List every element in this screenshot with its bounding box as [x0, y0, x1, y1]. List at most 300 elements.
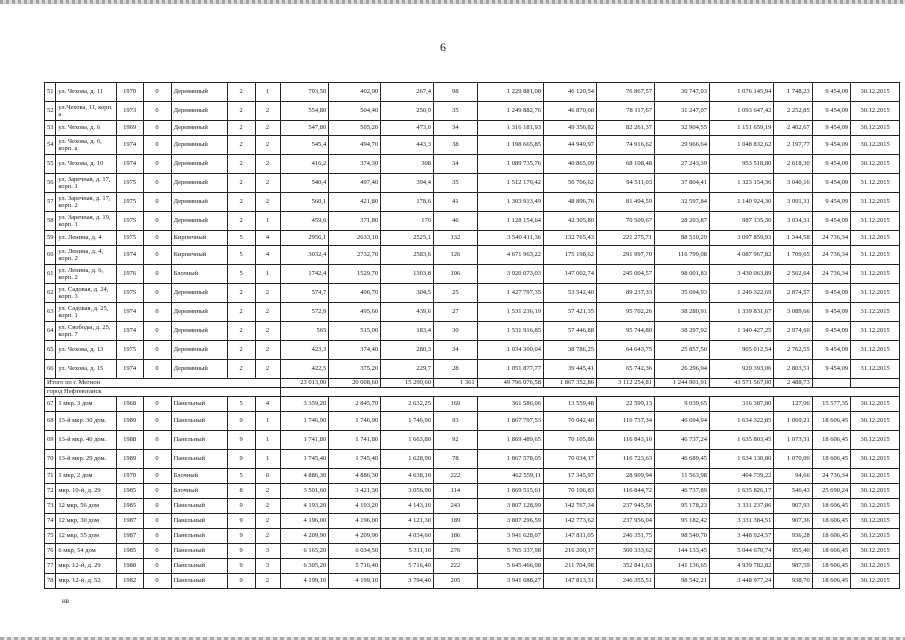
table-cell: 116 737,34 — [596, 412, 654, 431]
table-cell: 34 — [434, 121, 478, 136]
table-row — [45, 431, 900, 450]
table-cell: 1 635 803,45 — [710, 431, 774, 450]
subtotal-cell: 23 013,00 — [280, 379, 329, 388]
table-cell: 1 745,40 — [329, 450, 381, 469]
table-cell: 1 249 322,69 — [710, 284, 774, 303]
table-cell: 78 — [45, 574, 56, 589]
table-cell: 9 454,09 — [812, 360, 850, 379]
table-cell: 572,9 — [280, 303, 329, 322]
table-cell: 24 736,34 — [812, 469, 850, 484]
table-cell: 106 — [434, 265, 478, 284]
table-row — [45, 193, 900, 212]
table-cell: 0 — [143, 83, 171, 102]
table-cell: 2956,1 — [280, 231, 329, 246]
table-row — [45, 303, 900, 322]
table-cell: 1975 — [116, 212, 143, 231]
table-cell: 70 106,83 — [544, 484, 597, 499]
table-cell: 51 — [45, 83, 56, 102]
table-cell: 545,4 — [280, 136, 329, 155]
address-cell: мкр. 12-й, д. 52 — [56, 574, 116, 589]
table-cell: 1 140 924,30 — [710, 193, 774, 212]
table-cell: 69 — [45, 431, 56, 450]
table-cell: 70 034,17 — [544, 450, 597, 469]
table-cell: Деревянный — [171, 193, 227, 212]
table-cell: 1 151 659,19 — [710, 121, 774, 136]
table-cell: 142 767,34 — [544, 499, 597, 514]
table-cell: 1 076 145,94 — [710, 83, 774, 102]
table-cell: 18 606,45 — [812, 499, 850, 514]
table-cell: Деревянный — [171, 360, 227, 379]
table-cell: 1974 — [116, 155, 143, 174]
table-cell: 31.12.2015 — [851, 322, 900, 341]
table-cell: 4 196,00 — [329, 514, 381, 529]
table-cell: Панельный — [171, 544, 227, 559]
table-cell: 71 — [45, 469, 56, 484]
table-cell: 5 — [227, 397, 255, 412]
table-cell: 2 845,70 — [329, 397, 381, 412]
table-cell: 39 445,41 — [544, 360, 597, 379]
table-cell: 55 — [45, 155, 56, 174]
table-cell: 147 002,74 — [544, 265, 597, 284]
table-cell: 54 — [45, 136, 56, 155]
subtotal-row — [45, 379, 900, 388]
table-cell: 27 243,39 — [655, 155, 710, 174]
table-cell: 25 857,50 — [655, 341, 710, 360]
table-cell: 1 741,80 — [329, 431, 381, 450]
table-cell: 3 941 628,07 — [477, 529, 543, 544]
empty-cell — [812, 379, 850, 388]
table-cell: 2 — [255, 174, 280, 193]
table-row — [45, 102, 900, 121]
table-cell: 78 — [434, 450, 478, 469]
table-cell: 955,40 — [774, 544, 812, 559]
table-cell: 4 121,30 — [381, 514, 434, 529]
subtotal-cell: 15 290,60 — [381, 379, 434, 388]
address-cell: 1 мкр. 3 дом — [56, 397, 116, 412]
table-cell: 1 303 913,49 — [477, 193, 543, 212]
table-cell: 9 454,09 — [812, 284, 850, 303]
table-cell: 1 — [255, 450, 280, 469]
table-cell: 46 120,54 — [544, 83, 597, 102]
table-cell: 132 — [434, 231, 478, 246]
table-cell: 114 — [434, 484, 478, 499]
table-cell: 3 091,31 — [774, 193, 812, 212]
table-cell: 70 042,40 — [544, 412, 597, 431]
table-cell: 18 606,45 — [812, 529, 850, 544]
table-cell: 0 — [143, 174, 171, 193]
table-cell: 2 — [227, 303, 255, 322]
table-cell: 9 454,09 — [812, 193, 850, 212]
table-cell: 94 511,03 — [596, 174, 654, 193]
table-cell: Деревянный — [171, 212, 227, 231]
table-cell: 439,6 — [381, 303, 434, 322]
table-cell: 1 — [255, 412, 280, 431]
table-cell: 46 737,89 — [655, 484, 710, 499]
table-cell: 1 340 427,25 — [710, 322, 774, 341]
table-cell: 63 — [45, 303, 56, 322]
table-row — [45, 212, 900, 231]
table-cell: 31.12.2015 — [851, 303, 900, 322]
table-row — [45, 136, 900, 155]
address-cell: ул. Заречная, д. 19, корп. 1 — [56, 212, 116, 231]
table-cell: 308 — [381, 155, 434, 174]
table-cell: 15 577,35 — [812, 397, 850, 412]
table-cell: Деревянный — [171, 83, 227, 102]
address-cell: ул. Чехова, д. 13 — [56, 341, 116, 360]
table-cell: 496,70 — [329, 284, 381, 303]
table-cell: 77 — [45, 559, 56, 574]
table-cell: 4 193,20 — [280, 499, 329, 514]
table-cell: Панельный — [171, 499, 227, 514]
table-cell: 95 182,42 — [655, 514, 710, 529]
table-cell: 31.12.2015 — [851, 212, 900, 231]
table-cell: 35 694,93 — [655, 284, 710, 303]
table-cell: 18 606,45 — [812, 431, 850, 450]
table-cell: 936,28 — [774, 529, 812, 544]
table-cell: 907,93 — [774, 499, 812, 514]
table-cell: 46 689,45 — [655, 450, 710, 469]
table-cell: 9 454,09 — [812, 83, 850, 102]
table-cell: 473,0 — [381, 121, 434, 136]
table-cell: 30.12.2015 — [851, 102, 900, 121]
table-cell: 905 012,54 — [710, 341, 774, 360]
table-cell: 1 709,65 — [774, 246, 812, 265]
table-cell: 58 — [45, 212, 56, 231]
table-cell: 31.12.2015 — [851, 265, 900, 284]
table-cell: 0 — [143, 265, 171, 284]
table-cell: 3 331 384,51 — [710, 514, 774, 529]
table-cell: Блочный — [171, 265, 227, 284]
table-cell: 68 108,48 — [596, 155, 654, 174]
table-cell: 1 512 176,42 — [477, 174, 543, 193]
table-cell: 360 333,62 — [596, 544, 654, 559]
table-cell: 1974 — [116, 360, 143, 379]
table-cell: 75 — [45, 529, 56, 544]
table-cell: 18 606,45 — [812, 559, 850, 574]
table-row — [45, 155, 900, 174]
subtotal-cell: 3 112 254,81 — [596, 379, 654, 388]
table-cell: 2 — [227, 360, 255, 379]
table-cell: 93 — [434, 412, 478, 431]
table-cell: 2 632,25 — [381, 397, 434, 412]
table-cell: 9 454,09 — [812, 136, 850, 155]
table-cell: 56 706,62 — [544, 174, 597, 193]
table-cell: 1 634 322,85 — [710, 412, 774, 431]
table-cell: 2 — [255, 102, 280, 121]
table-cell: Панельный — [171, 397, 227, 412]
table-cell: 1974 — [116, 136, 143, 155]
table-cell: 30.12.2015 — [851, 136, 900, 155]
table-cell: 142 773,62 — [544, 514, 597, 529]
table-cell: 9 — [227, 544, 255, 559]
address-cell: ул. Чехова, д. 6 — [56, 121, 116, 136]
table-cell: 9 — [227, 499, 255, 514]
table-cell: Панельный — [171, 574, 227, 589]
table-cell: 0 — [143, 212, 171, 231]
table-cell: 183,4 — [381, 322, 434, 341]
subtotal-cell: 43 571 567,00 — [710, 379, 774, 388]
address-cell: ул. Свободы, д. 25, корп. 7 — [56, 322, 116, 341]
table-cell: Деревянный — [171, 303, 227, 322]
address-cell: мкр. 12-й, д. 29 — [56, 559, 116, 574]
table-cell: 3 430 063,89 — [710, 265, 774, 284]
table-cell: 1973 — [116, 102, 143, 121]
table-cell: 1985 — [116, 499, 143, 514]
table-cell: 1974 — [116, 303, 143, 322]
table-cell: 1 249 882,76 — [477, 102, 543, 121]
table-cell: 0 — [143, 529, 171, 544]
table-cell: 22 599,13 — [596, 397, 654, 412]
table-cell: 4 886,30 — [280, 469, 329, 484]
table-cell: 3 807 128,99 — [477, 499, 543, 514]
table-cell: 221 275,71 — [596, 231, 654, 246]
table-cell: 132 765,43 — [544, 231, 597, 246]
table-cell: 1 741,80 — [280, 431, 329, 450]
table-cell: 246 351,75 — [596, 529, 654, 544]
table-cell: 116 799,08 — [655, 246, 710, 265]
table-cell: 4 087 967,82 — [710, 246, 774, 265]
table-cell: 9 — [227, 574, 255, 589]
address-cell: 12 мкр, 55 дом — [56, 529, 116, 544]
table-cell: 31 247,07 — [655, 102, 710, 121]
table-cell: 5 716,40 — [329, 559, 381, 574]
table-cell: 2 — [255, 136, 280, 155]
table-cell: 1985 — [116, 544, 143, 559]
table-cell: 13 559,48 — [544, 397, 597, 412]
table-cell: 2583,6 — [381, 246, 434, 265]
table-cell: 1 531 236,19 — [477, 303, 543, 322]
table-cell: 30.12.2015 — [851, 529, 900, 544]
table-cell: 1303,8 — [381, 265, 434, 284]
table-cell: 1989 — [116, 412, 143, 431]
table-cell: 74 916,62 — [596, 136, 654, 155]
table-cell: 67 — [45, 397, 56, 412]
table-cell: 3 034,31 — [774, 212, 812, 231]
table-cell: Панельный — [171, 514, 227, 529]
address-cell: ул. Чехова, д. 15 — [56, 360, 116, 379]
table-cell: 2 402,67 — [774, 121, 812, 136]
table-cell: 5 — [227, 469, 255, 484]
table-cell: 0 — [143, 231, 171, 246]
table-cell: 34 — [434, 341, 478, 360]
table-cell: 59 — [45, 231, 56, 246]
address-cell: ул.Чехова, 11, корп. а — [56, 102, 116, 121]
table-cell: 38 280,91 — [655, 303, 710, 322]
table-cell: 5 716,40 — [381, 559, 434, 574]
table-cell: 30.12.2015 — [851, 397, 900, 412]
table-cell: 4 196,00 — [280, 514, 329, 529]
table-cell: 2 — [255, 121, 280, 136]
table-cell: 1975 — [116, 341, 143, 360]
table-cell: 2 — [227, 102, 255, 121]
table-cell: 25 690,24 — [812, 484, 850, 499]
table-cell: 291 997,70 — [596, 246, 654, 265]
table-cell: 3 359,20 — [280, 397, 329, 412]
table-cell: 3 056,90 — [381, 484, 434, 499]
table-cell: 1970 — [116, 469, 143, 484]
table-cell: 416,2 — [280, 155, 329, 174]
table-cell: 5 044 670,74 — [710, 544, 774, 559]
table-cell: 31.12.2015 — [851, 174, 900, 193]
table-cell: 1 — [255, 212, 280, 231]
table-cell: 31.12.2015 — [851, 284, 900, 303]
table-cell: 57 — [45, 193, 56, 212]
table-cell: 703,50 — [280, 83, 329, 102]
table-cell: 1 048 832,62 — [710, 136, 774, 155]
address-cell: мкр. 10-й, д. 29 — [56, 484, 116, 499]
table-cell: 30.12.2015 — [851, 499, 900, 514]
table-cell: 2 — [255, 484, 280, 499]
table-cell: 147 813,31 — [544, 574, 597, 589]
table-cell: 2 — [255, 514, 280, 529]
table-cell: 3 941 688,27 — [477, 574, 543, 589]
table-row — [45, 284, 900, 303]
table-cell: 361 586,06 — [477, 397, 543, 412]
table-cell: 394,4 — [381, 174, 434, 193]
table-cell: 30.12.2015 — [851, 412, 900, 431]
table-row — [45, 450, 900, 469]
table-cell: 1529,70 — [329, 265, 381, 284]
table-cell: 116 723,63 — [596, 450, 654, 469]
table-cell: 1 073,31 — [774, 431, 812, 450]
table-cell: 2 — [255, 155, 280, 174]
table-cell: 1 051 877,77 — [477, 360, 543, 379]
table-cell: 1 427 797,35 — [477, 284, 543, 303]
table-cell: 32 597,84 — [655, 193, 710, 212]
table-cell: Деревянный — [171, 121, 227, 136]
table-cell: 2 974,60 — [774, 322, 812, 341]
subtotal-label: Итого по г. Мегион — [45, 379, 281, 388]
table-cell: 30.12.2015 — [851, 83, 900, 102]
table-cell: 31.12.2015 — [851, 341, 900, 360]
table-cell: 25 — [434, 284, 478, 303]
table-cell: 9 — [227, 514, 255, 529]
table-cell: 48 896,76 — [544, 193, 597, 212]
table-cell: 0 — [143, 412, 171, 431]
table-cell: 4 199,10 — [329, 574, 381, 589]
table-cell: 1 — [255, 431, 280, 450]
table-cell: 246 355,51 — [596, 574, 654, 589]
table-cell: 53 542,40 — [544, 284, 597, 303]
table-cell: 374,40 — [329, 341, 381, 360]
table-cell: 88 510,29 — [655, 231, 710, 246]
table-cell: 2 — [255, 303, 280, 322]
table-cell: 0 — [143, 499, 171, 514]
table-cell: 5 765 337,98 — [477, 544, 543, 559]
table-cell: 316 387,80 — [710, 397, 774, 412]
address-cell: 12 мкр, 56 дом — [56, 499, 116, 514]
table-cell: 4 143,10 — [381, 499, 434, 514]
table-row — [45, 499, 900, 514]
table-cell: 1 344,58 — [774, 231, 812, 246]
table-cell: 1 869 515,61 — [477, 484, 543, 499]
table-row — [45, 322, 900, 341]
table-cell: 76 — [45, 544, 56, 559]
table-cell: 2 — [227, 121, 255, 136]
table-cell: 2 — [227, 322, 255, 341]
table-cell: 3 807 296,59 — [477, 514, 543, 529]
table-cell: 2525,1 — [381, 231, 434, 246]
table-cell: 211 704,98 — [544, 559, 597, 574]
table-cell: Деревянный — [171, 284, 227, 303]
table-cell: 66 — [45, 360, 56, 379]
table-cell: 987,59 — [774, 559, 812, 574]
table-cell: 35 — [434, 102, 478, 121]
table-cell: 1982 — [116, 574, 143, 589]
table-cell: 3 097 859,93 — [710, 231, 774, 246]
table-cell: 504,40 — [329, 102, 381, 121]
table-cell: Панельный — [171, 529, 227, 544]
table-cell: 3 448 977,24 — [710, 574, 774, 589]
table-cell: 0 — [143, 136, 171, 155]
subtotal-cell: 2 488,73 — [774, 379, 812, 388]
table-cell: 0 — [143, 397, 171, 412]
address-cell: ул. Чехова, д. 6, корп. а — [56, 136, 116, 155]
table-cell: 1742,4 — [280, 265, 329, 284]
table-cell: 423,3 — [280, 341, 329, 360]
table-cell: 30.12.2015 — [851, 484, 900, 499]
table-cell: 3 331 237,86 — [710, 499, 774, 514]
table-cell: 205 — [434, 574, 478, 589]
table-cell: 907,36 — [774, 514, 812, 529]
table-cell: 953 518,80 — [710, 155, 774, 174]
table-cell: 3032,4 — [280, 246, 329, 265]
table-cell: 46 870,60 — [544, 102, 597, 121]
table-cell: 73 — [45, 499, 56, 514]
table-cell: 1 316 181,93 — [477, 121, 543, 136]
table-cell: 64 643,75 — [596, 341, 654, 360]
address-cell: 13-й мкр. 29 дом. — [56, 450, 116, 469]
housing-register-table — [44, 82, 900, 589]
table-cell: 57 421,35 — [544, 303, 597, 322]
table-cell: 1974 — [116, 246, 143, 265]
table-cell: 6 165,20 — [280, 544, 329, 559]
table-cell: 2 874,57 — [774, 284, 812, 303]
table-cell: 189 — [434, 514, 478, 529]
table-cell: 2 — [255, 529, 280, 544]
table-cell: 37 804,41 — [655, 174, 710, 193]
table-cell: 26 296,94 — [655, 360, 710, 379]
address-cell: ул. Ленина, д. 6, корп. 2 — [56, 265, 116, 284]
table-cell: 24 736,34 — [812, 265, 850, 284]
table-cell: 4 193,20 — [329, 499, 381, 514]
table-cell: 9 — [227, 529, 255, 544]
address-cell: ул. Садовая, д. 24, корп. 3 — [56, 284, 116, 303]
table-cell: 1968 — [116, 397, 143, 412]
table-cell: 1 628,90 — [381, 450, 434, 469]
table-row — [45, 265, 900, 284]
table-cell: 2 — [227, 83, 255, 102]
empty-cell — [851, 379, 900, 388]
address-cell: ул. Чехова, д. 11 — [56, 83, 116, 102]
table-cell: 30.12.2015 — [851, 450, 900, 469]
table-cell: 2 197,77 — [774, 136, 812, 155]
table-cell: 4 — [255, 231, 280, 246]
table-cell: 547,80 — [280, 121, 329, 136]
table-cell: 70 509,67 — [596, 212, 654, 231]
table-cell: 0 — [143, 469, 171, 484]
table-cell: 92 — [434, 431, 478, 450]
subtotal-cell: 1 361 — [434, 379, 478, 388]
table-cell: 3 448 924,57 — [710, 529, 774, 544]
table-cell: 3 — [255, 544, 280, 559]
table-cell: 1 634 130,80 — [710, 450, 774, 469]
address-cell: ул. Ленина, д. 4 — [56, 231, 116, 246]
table-cell: 0 — [143, 284, 171, 303]
table-cell: 95 178,23 — [655, 499, 710, 514]
table-cell: 178,6 — [381, 193, 434, 212]
table-cell: 30.12.2015 — [851, 155, 900, 174]
